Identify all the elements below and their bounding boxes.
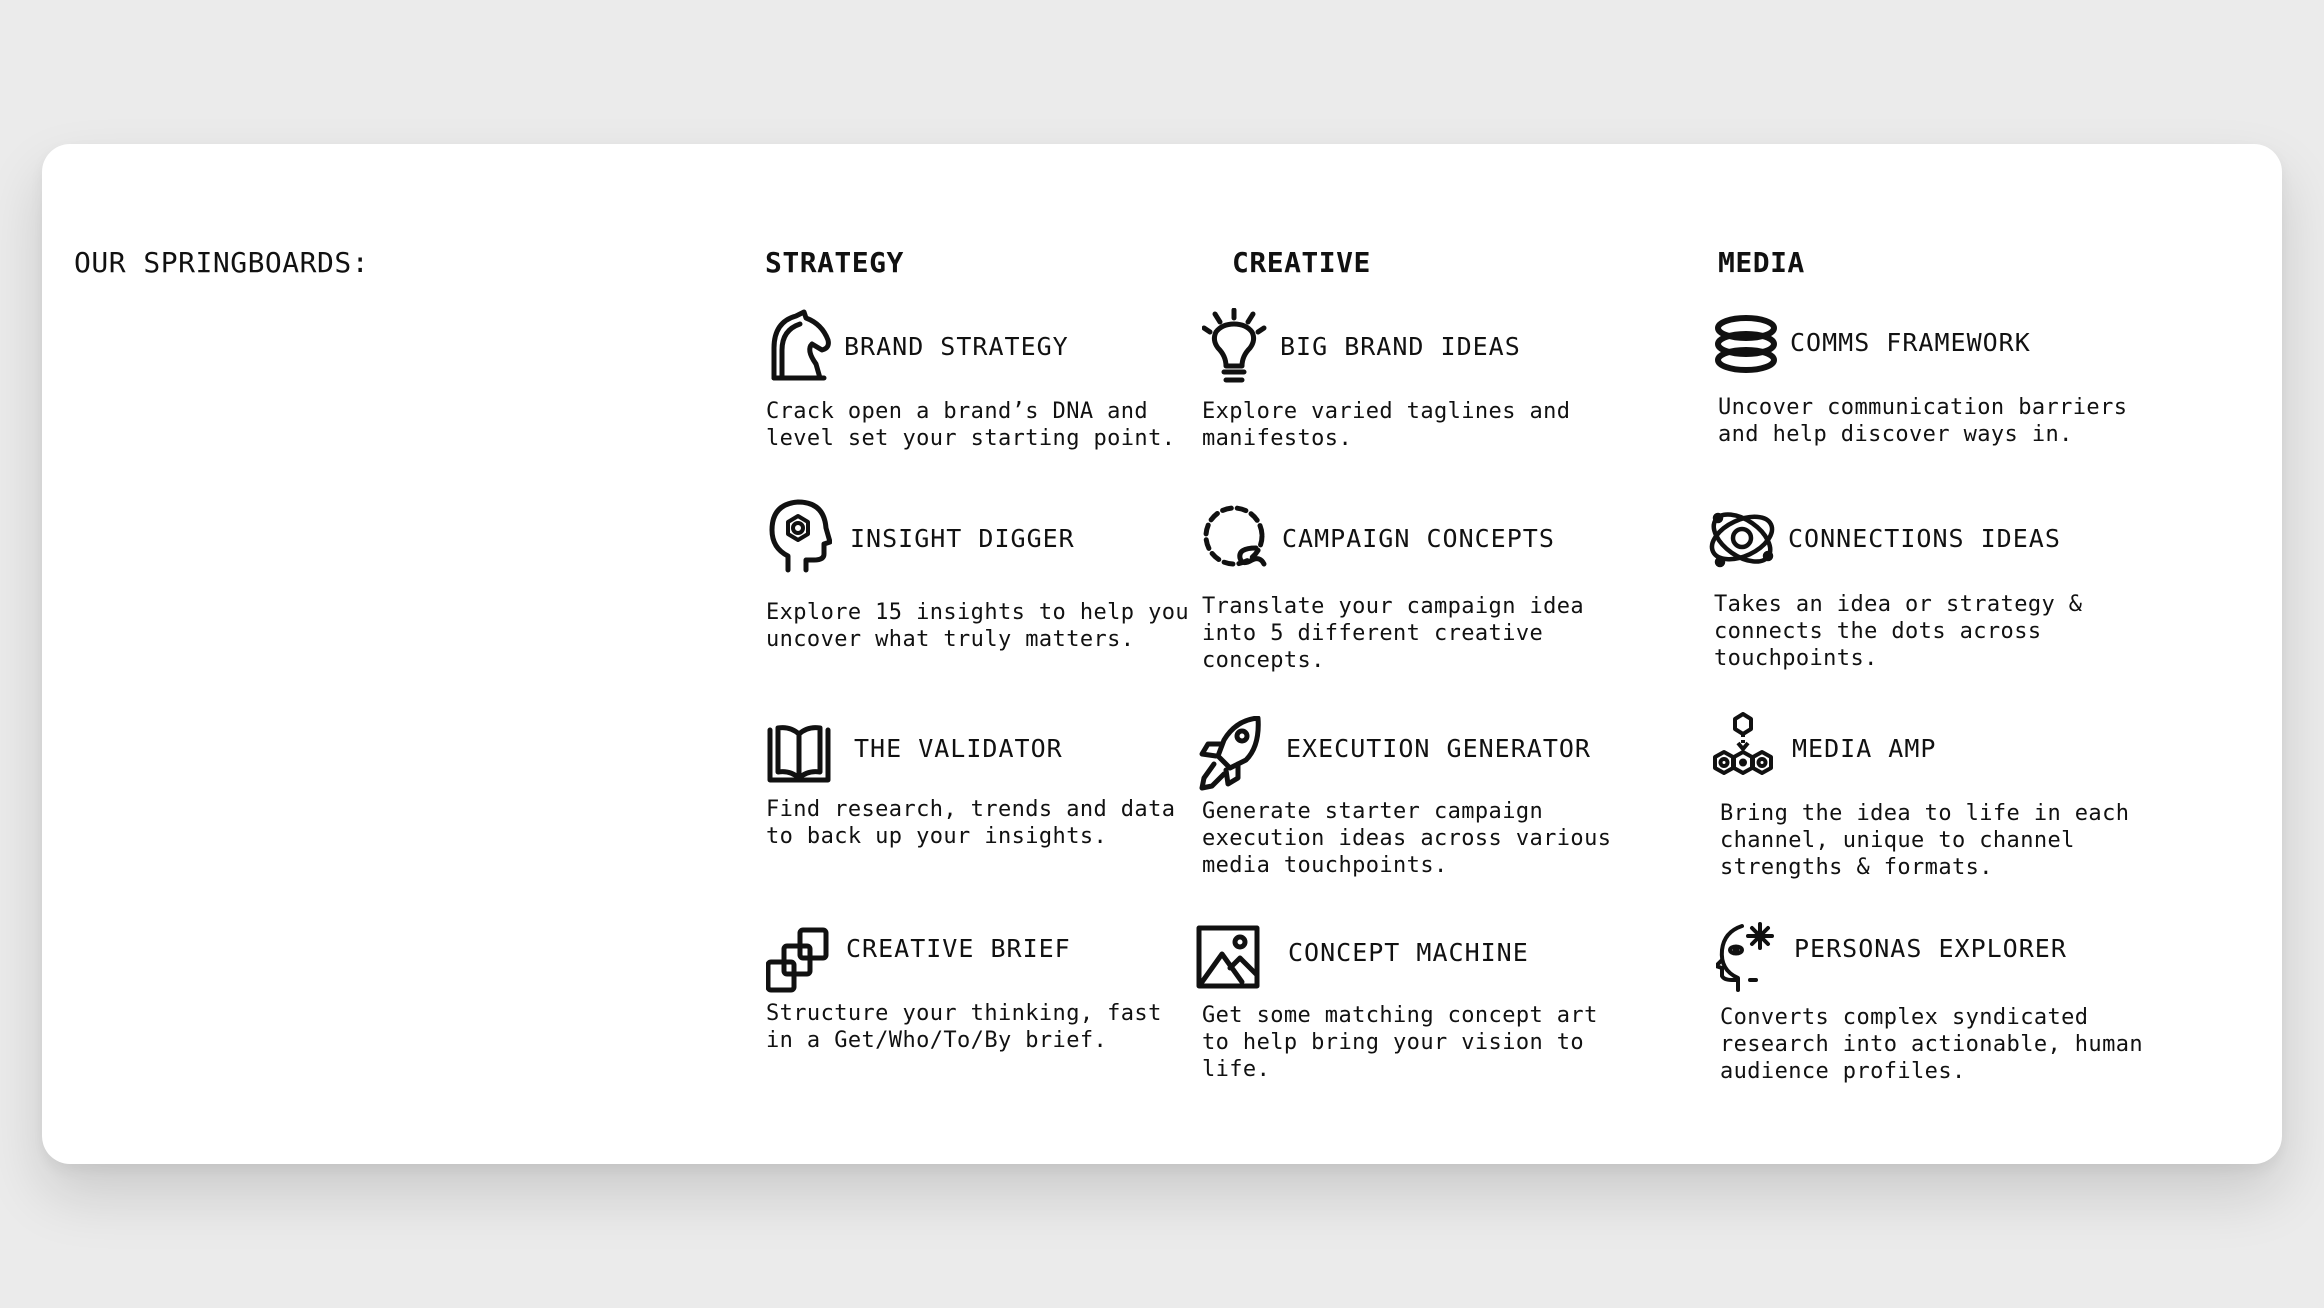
page-title: OUR SPRINGBOARDS:	[74, 246, 370, 279]
atom-orbit-icon	[1706, 508, 1778, 584]
springboard-title: BIG BRAND IDEAS	[1280, 332, 1521, 361]
springboard-title: CAMPAIGN CONCEPTS	[1282, 524, 1555, 553]
springboard-title: THE VALIDATOR	[854, 734, 1063, 763]
stacked-rings-icon	[1714, 314, 1780, 390]
layered-squares-icon	[766, 926, 832, 1002]
dashed-lasso-icon	[1202, 504, 1268, 580]
springboard-description: Find research, trends and data to back up your insights.	[766, 797, 1176, 849]
springboard-description: Get some matching concept art to help bring your vision to life.	[1202, 1003, 1598, 1082]
springboard-title: INSIGHT DIGGER	[850, 524, 1075, 553]
springboard-title: MEDIA AMP	[1792, 734, 1937, 763]
lightbulb-icon	[1202, 308, 1268, 384]
column-heading-strategy: STRATEGY	[765, 246, 904, 279]
springboard-description: Explore varied taglines and manifestos.	[1202, 399, 1571, 451]
hexagon-network-icon	[1710, 712, 1776, 788]
springboard-title: CONCEPT MACHINE	[1288, 938, 1529, 967]
springboard-title: PERSONAS EXPLORER	[1794, 934, 2067, 963]
springboard-description: Structure your thinking, fast in a Get/Who/To/By brief.	[766, 1001, 1162, 1053]
springboard-title: EXECUTION GENERATOR	[1286, 734, 1591, 763]
springboard-description: Converts complex syndicated research into actionable, human audience profiles.	[1720, 1005, 2143, 1084]
springboard-title: CREATIVE BRIEF	[846, 934, 1071, 963]
image-frame-icon	[1196, 924, 1262, 1000]
rocket-icon	[1198, 716, 1264, 792]
chess-knight-icon	[766, 308, 832, 384]
springboard-title: COMMS FRAMEWORK	[1790, 328, 2031, 357]
springboard-description: Bring the idea to life in each channel, unique to channel strengths & formats.	[1720, 801, 2130, 880]
springboard-description: Crack open a brand’s DNA and level set your starting point.	[766, 399, 1176, 451]
springboard-description: Uncover communication barriers and help discover ways in.	[1718, 395, 2128, 447]
head-sparkle-icon	[1716, 920, 1782, 996]
head-gear-icon	[766, 498, 832, 574]
springboard-title: BRAND STRATEGY	[844, 332, 1069, 361]
springboard-description: Explore 15 insights to help you uncover what truly matters.	[766, 600, 1189, 652]
column-heading-creative: CREATIVE	[1232, 246, 1371, 279]
open-book-icon	[766, 722, 832, 798]
springboard-title: CONNECTIONS IDEAS	[1788, 524, 2061, 553]
springboard-description: Generate starter campaign execution ideas across various media touchpoints.	[1202, 799, 1612, 878]
springboard-description: Takes an idea or strategy & connects the dots across touchpoints.	[1714, 592, 2083, 671]
column-heading-media: MEDIA	[1718, 246, 1805, 279]
springboard-description: Translate your campaign idea into 5 different creative concepts.	[1202, 594, 1585, 673]
